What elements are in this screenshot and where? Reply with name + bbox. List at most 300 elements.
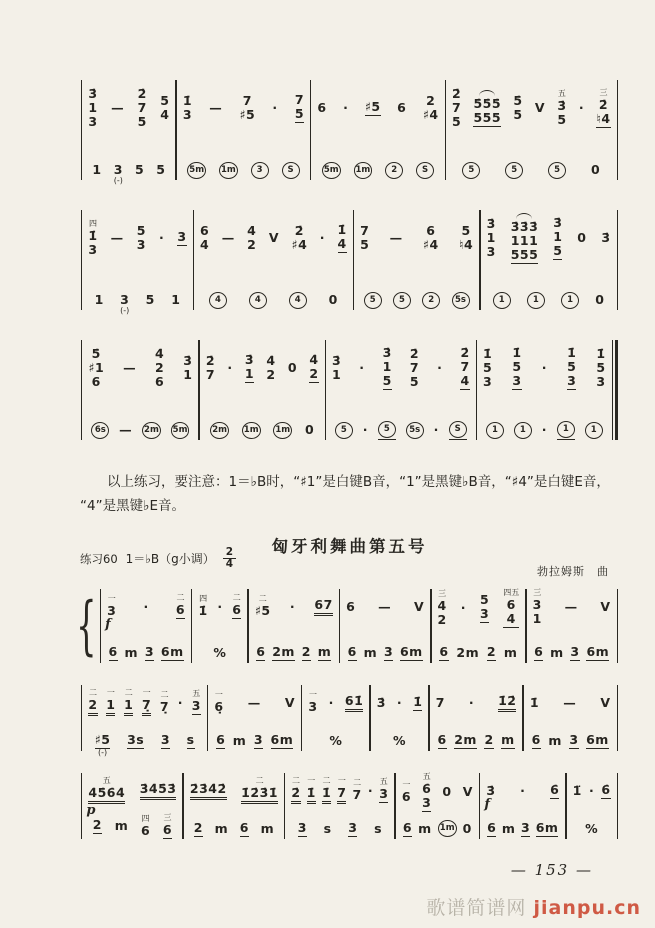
note-glyph: 1 [532, 294, 539, 305]
note-glyph: 5m [323, 164, 339, 175]
note-glyph: 5 [553, 243, 563, 258]
chord-button [462, 162, 480, 179]
bass-row [358, 290, 475, 310]
note-stack [92, 163, 101, 177]
note-glyph: 7̣ [142, 697, 152, 713]
beam-underline [422, 811, 431, 812]
note-column [423, 224, 439, 252]
note-column [542, 361, 547, 375]
note-glyph: 6 [216, 731, 226, 747]
note-column [106, 689, 115, 716]
note-glyph: 3 [256, 164, 263, 175]
note-stack [215, 822, 229, 836]
note-glyph: 3̇ [244, 352, 255, 367]
note-stack [463, 822, 472, 836]
bass-token [233, 734, 247, 748]
note-column [266, 354, 275, 382]
note-glyph: 6m [586, 643, 610, 659]
dynamic-mark: f [484, 796, 490, 812]
note-glyph: V [600, 694, 611, 710]
note-glyph: 3̇ [331, 353, 342, 368]
chord-button [142, 422, 161, 439]
barline [175, 80, 176, 180]
note-glyph: 4̇ [309, 352, 319, 367]
note-column [269, 231, 279, 245]
beam-underline [307, 801, 316, 804]
chord-button [289, 292, 307, 309]
note-glyph: 5 [461, 223, 471, 238]
note-stack [374, 822, 382, 836]
note-stack [176, 603, 185, 617]
note-stack [600, 600, 610, 614]
note-stack [247, 224, 256, 252]
note-column [410, 347, 419, 389]
note-glyph: 3̇ [88, 86, 98, 101]
bass-token [378, 421, 396, 440]
note-glyph: 2m [144, 424, 159, 435]
bass-token [261, 822, 275, 836]
bass-row [196, 643, 243, 663]
note-column [190, 782, 227, 800]
note-stack [111, 231, 124, 245]
bass-token [322, 162, 341, 179]
note-column [360, 224, 369, 252]
note-stack [402, 790, 411, 804]
beam-underline [569, 748, 578, 749]
note-stack [141, 824, 150, 838]
fingering-mark: 二 [160, 690, 169, 700]
note-column [577, 231, 586, 245]
note-glyph: 1 [532, 610, 542, 626]
note-stack [483, 347, 492, 389]
note-glyph: 1 [92, 162, 102, 177]
measure [312, 80, 443, 180]
beam-underline [383, 389, 392, 390]
note-glyph: 6 [534, 643, 544, 659]
beam-underline [302, 660, 311, 661]
note-column [183, 94, 192, 122]
bass-token [393, 292, 411, 309]
note-glyph: 3 [422, 794, 432, 810]
note-glyph: 6 [402, 819, 413, 835]
note-stack [579, 101, 584, 115]
note-glyph: · [217, 598, 223, 614]
fingering-mark: 五 [422, 771, 431, 781]
note-column [422, 773, 431, 812]
chord-button [282, 162, 300, 179]
note-stack [95, 733, 111, 747]
note-column [520, 784, 525, 798]
note-column [88, 689, 97, 716]
note-glyph: — [110, 230, 124, 245]
chord-button [406, 422, 424, 439]
note-stack [107, 604, 116, 618]
watermark-url: jianpu.cn [533, 897, 641, 919]
chord-button [449, 421, 467, 438]
note-stack [461, 601, 466, 615]
bass-token [548, 162, 566, 179]
note-stack [183, 94, 192, 122]
note-glyph: 4 [247, 223, 257, 238]
treble-row [358, 210, 475, 266]
chord-button [452, 292, 470, 309]
note-stack [595, 293, 604, 307]
note-stack [504, 646, 518, 660]
note-stack [241, 786, 278, 800]
bass-token [406, 422, 424, 439]
note-column [320, 231, 325, 245]
note-stack [272, 645, 295, 659]
bass-row [86, 814, 178, 839]
bass-token [302, 645, 311, 661]
treble-row [289, 773, 390, 809]
note-column [413, 695, 422, 711]
note-glyph: 6m [160, 643, 184, 659]
barline [310, 80, 311, 180]
note-glyph: 3 [569, 731, 579, 747]
note-column [390, 231, 403, 245]
note-stack [127, 733, 144, 747]
measure [303, 685, 368, 751]
note-stack [88, 698, 97, 712]
note-glyph: m [260, 820, 275, 836]
note-glyph: 7 [205, 367, 216, 382]
note-glyph: · [359, 360, 365, 375]
note-glyph: · [362, 422, 368, 437]
note-glyph: · [460, 600, 466, 616]
bass-token [536, 821, 559, 837]
note-column [557, 90, 566, 127]
bass-row [86, 160, 171, 185]
note-column [379, 778, 388, 803]
measure [568, 773, 616, 839]
note-glyph: 6 [347, 643, 357, 659]
note-glyph: ♯5 [94, 731, 111, 747]
score-system [80, 685, 619, 757]
note-stack [198, 604, 207, 618]
note-glyph: 1̇ [567, 345, 577, 360]
bass-token [215, 822, 229, 836]
bass-token [586, 733, 609, 749]
note-glyph: 3 [567, 373, 577, 388]
note-stack [459, 224, 473, 252]
note-column [345, 694, 363, 712]
note-glyph: 3 [113, 162, 123, 177]
beam-underline [254, 748, 263, 749]
note-column [423, 94, 439, 122]
note-glyph: · [343, 100, 349, 115]
note-column [601, 231, 610, 245]
bass-token [161, 645, 184, 661]
note-glyph: 2 [88, 697, 98, 713]
fingering-mark: 二 [232, 593, 241, 603]
exercise-number: 练习60 [80, 551, 118, 566]
beam-underline [521, 836, 530, 837]
note-column [88, 347, 104, 389]
barline [193, 210, 194, 310]
bass-token [422, 292, 440, 309]
note-column [88, 87, 97, 129]
beam-underline [88, 713, 97, 716]
bass-token [324, 822, 332, 836]
note-stack [292, 224, 308, 252]
note-glyph: 1m [275, 424, 291, 435]
note-glyph: 3 [520, 819, 531, 835]
note-glyph: ♯5 [364, 99, 381, 114]
beam-underline [177, 245, 186, 246]
note-glyph: m [363, 644, 378, 660]
note-glyph: — [111, 100, 125, 115]
note-column [596, 89, 610, 128]
bass-token [527, 292, 545, 309]
bass-row [86, 290, 188, 315]
measure [431, 685, 522, 751]
chord-button [322, 162, 341, 179]
beam-underline [487, 836, 496, 837]
barline [81, 80, 82, 180]
note-stack [535, 101, 545, 115]
note-glyph: · [520, 782, 526, 798]
beam-underline [449, 439, 467, 440]
note-stack [438, 733, 447, 747]
composer-credit: 勃拉姆斯 曲 [537, 564, 609, 578]
note-glyph: 3̇ [486, 782, 496, 798]
note-glyph: 3̇ [486, 216, 496, 231]
note-glyph: · [541, 422, 547, 437]
barline [339, 589, 340, 663]
beam-underline [190, 797, 227, 800]
note-stack [163, 823, 172, 837]
bass-row [105, 643, 187, 663]
note-glyph: — [564, 599, 578, 615]
beam-underline [365, 115, 381, 116]
bass-token [282, 162, 300, 179]
note-glyph: 2m [456, 644, 480, 660]
beam-underline [245, 382, 254, 383]
note-glyph: · [328, 694, 334, 710]
bass-token [439, 645, 448, 661]
note-glyph: 5 [557, 111, 567, 127]
note-glyph: 0 [590, 162, 601, 177]
note-glyph: 5s [409, 424, 421, 435]
note-stack [119, 423, 132, 437]
note-glyph: 6 [175, 602, 186, 618]
note-glyph: 2̇ [451, 86, 462, 101]
note-glyph: 5 [480, 592, 490, 608]
note-glyph: 4 [294, 294, 301, 305]
note-glyph: 5 [483, 360, 493, 375]
measure [433, 589, 525, 663]
note-stack [161, 645, 184, 659]
beam-underline [460, 389, 469, 390]
beam-underline [318, 660, 332, 661]
note-glyph: · [367, 782, 374, 798]
note-column [178, 696, 183, 710]
note-stack [209, 101, 222, 115]
beam-underline [601, 798, 610, 799]
chord-button [493, 292, 511, 309]
note-glyph: 1m [439, 823, 455, 834]
note-stack [363, 423, 368, 437]
note-column [192, 690, 201, 715]
note-stack [256, 645, 265, 659]
note-column [402, 781, 411, 804]
note-stack [183, 354, 192, 382]
note-glyph: 3 [570, 643, 580, 659]
note-glyph: 3 [182, 107, 193, 122]
bass-row [86, 420, 194, 440]
beam-underline [295, 122, 304, 123]
chord-button [416, 162, 434, 179]
fingering-mark: 二 [291, 776, 300, 786]
treble-row [306, 685, 365, 721]
note-stack [160, 700, 169, 714]
note-glyph: 1̇ [337, 222, 347, 237]
note-column [291, 777, 300, 804]
bass-token [298, 821, 307, 837]
note-column [143, 600, 148, 614]
note-stack [272, 101, 277, 115]
bass-token [363, 423, 368, 437]
note-column [160, 94, 169, 122]
note-glyph: · [578, 100, 585, 115]
note-glyph: 6m [586, 731, 609, 747]
measure [195, 210, 352, 310]
note-stack [548, 734, 562, 748]
note-glyph: 1 [519, 424, 526, 435]
bass-token [146, 293, 155, 307]
note-column [288, 361, 297, 375]
instruction-paragraph [80, 470, 619, 519]
note-glyph: — [563, 694, 577, 710]
note-glyph: 3 [483, 374, 493, 389]
treble-row [400, 773, 475, 812]
note-glyph: 5 [294, 106, 305, 121]
bass-row [188, 819, 280, 839]
chord-button [527, 292, 545, 309]
note-stack [553, 216, 562, 258]
note-stack [393, 734, 406, 748]
note-stack [269, 231, 279, 245]
note-stack [480, 593, 489, 621]
note-glyph: 2̇ [409, 346, 420, 361]
chord-button [561, 292, 579, 309]
note-glyph: 0 [304, 422, 315, 437]
note-glyph: 7 [294, 92, 305, 107]
note-column [377, 696, 386, 710]
note-glyph: 2 [437, 611, 447, 627]
measure [201, 340, 324, 440]
note-stack [487, 821, 496, 835]
note-glyph: 6 [506, 596, 516, 612]
treble-row [484, 773, 561, 812]
treble-row [196, 589, 243, 625]
bass-token [216, 733, 225, 749]
note-column [177, 230, 186, 246]
note-column [383, 346, 392, 390]
note-stack [397, 696, 402, 710]
instruction-line-2: “4”是黑键♭E音。 [80, 498, 185, 515]
note-glyph: 3̇ [601, 230, 611, 245]
bass-token [487, 645, 496, 661]
note-glyph: — [119, 422, 133, 437]
barline [325, 340, 326, 440]
note-stack [261, 822, 275, 836]
note-glyph: 6 [397, 100, 407, 115]
note-stack [177, 230, 186, 244]
note-stack [213, 646, 226, 660]
note-glyph: 6̇ [601, 781, 611, 797]
beam-underline [291, 801, 300, 804]
note-column [463, 785, 473, 799]
treble-row [450, 80, 613, 136]
beam-underline [271, 748, 294, 749]
bass-token [514, 422, 532, 439]
note-stack [600, 696, 610, 710]
note-glyph: 5s [455, 294, 466, 305]
note-stack [403, 821, 412, 835]
note-stack [586, 645, 609, 659]
note-glyph: 1̇ [321, 785, 332, 801]
fingering-mark: 四五 [503, 587, 520, 597]
note-stack [434, 423, 439, 437]
bass-token [462, 162, 480, 179]
bass-row [330, 420, 472, 440]
note-glyph: 7 [409, 360, 420, 375]
barline [479, 210, 480, 310]
note-glyph: 6 [239, 819, 249, 835]
note-column [368, 784, 373, 798]
note-stack [353, 788, 362, 802]
note-glyph: — [378, 598, 392, 614]
note-stack [473, 97, 501, 125]
treble-row [86, 210, 188, 266]
note-column [498, 694, 516, 712]
note-stack [216, 733, 225, 747]
barline [617, 685, 618, 751]
chord-button [385, 162, 403, 179]
measure [355, 210, 478, 310]
note-column [176, 594, 185, 619]
note-glyph: m [418, 820, 432, 836]
barline [617, 210, 618, 310]
beam-underline [484, 748, 493, 749]
note-glyph: 0 [462, 820, 472, 836]
fingering-mark: 五 [102, 776, 111, 786]
note-stack [233, 734, 247, 748]
note-glyph: 7 [451, 100, 462, 115]
note-glyph: · [289, 598, 296, 614]
note-stack [463, 785, 473, 799]
note-stack [348, 645, 357, 659]
fingering-mark: 三 [163, 812, 172, 822]
beam-underline [512, 389, 521, 390]
note-glyph: 6 [162, 821, 173, 837]
note-column [337, 777, 346, 804]
measure [178, 80, 309, 180]
note-column [332, 354, 341, 382]
song-title: 匈牙利舞曲第五号 [271, 536, 428, 556]
bass-token [273, 422, 292, 439]
bass-row [481, 420, 608, 440]
note-stack [422, 782, 431, 810]
note-stack [156, 163, 165, 177]
bass-token [194, 821, 203, 837]
bass-token [501, 733, 515, 749]
note-stack [217, 600, 222, 614]
note-glyph: 5 [512, 359, 522, 374]
note-glyph: 4 [254, 294, 261, 305]
